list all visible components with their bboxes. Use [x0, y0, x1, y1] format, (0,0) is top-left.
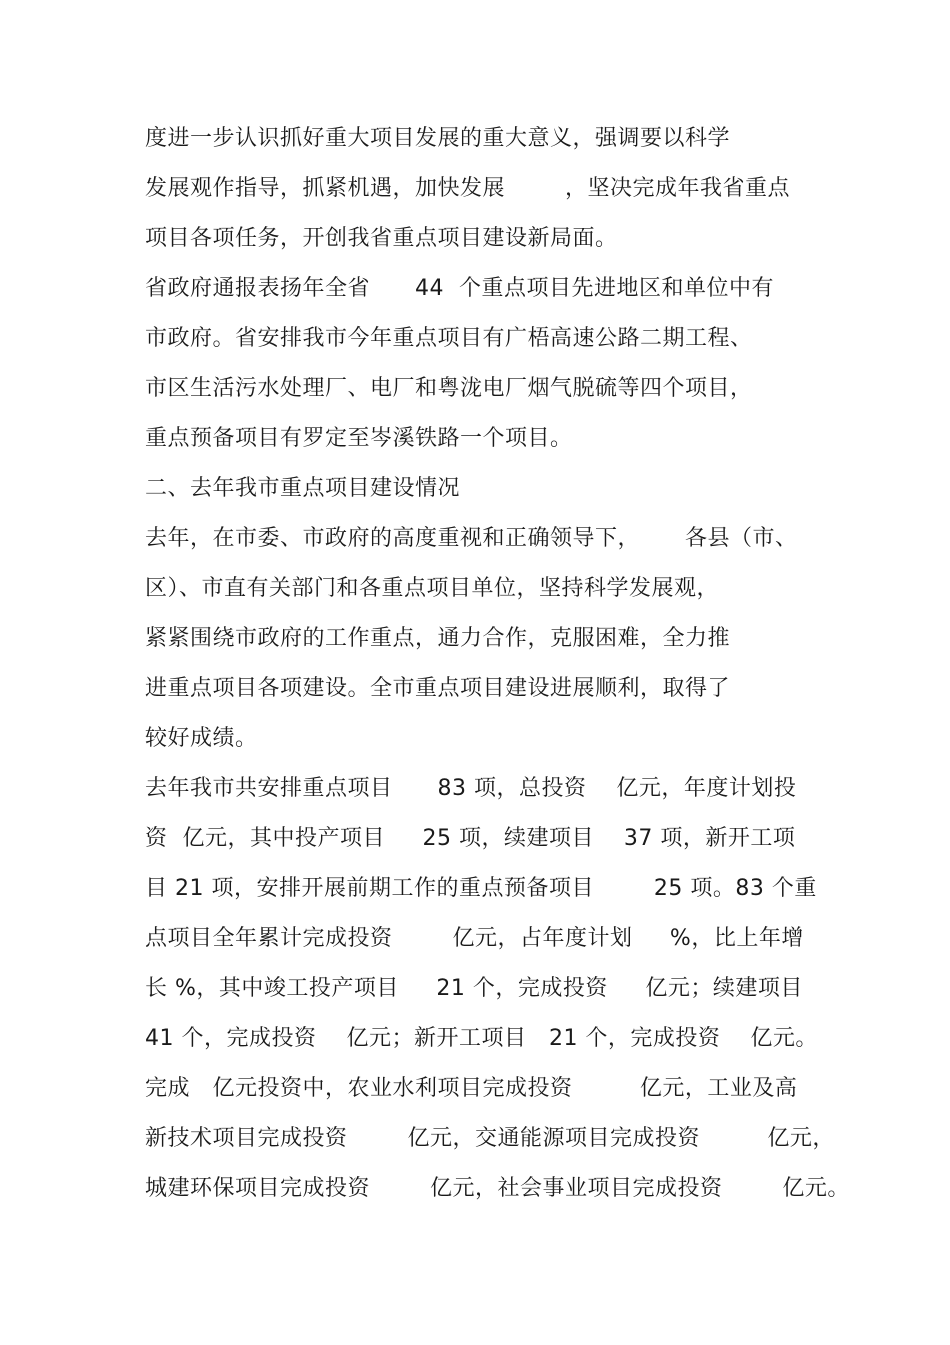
text-line: 41 个，完成投资 亿元；新开工项目 21 个，完成投资 亿元。	[145, 1026, 818, 1051]
text-line: 区）、市直有关部门和各重点项目单位，坚持科学发展观，	[145, 576, 720, 601]
text-line: 省政府通报表扬年全省 44 个重点项目先进地区和单位中有	[145, 276, 774, 301]
section-heading: 二、去年我市重点项目建设情况	[145, 476, 461, 501]
text-line: 进重点项目各项建设。全市重点项目建设进展顺利，取得了	[145, 676, 731, 701]
text-line: 度进一步认识抓好重大项目发展的重大意义，强调要以科学	[145, 126, 731, 151]
text-line: 目 21 项，安排开展前期工作的重点预备项目 25 项。83 个重	[145, 876, 817, 901]
text-line: 新技术项目完成投资 亿元，交通能源项目完成投资 亿元，	[145, 1126, 835, 1151]
text-line: 去年，在市委、市政府的高度重视和正确领导下， 各县（市、	[145, 526, 798, 551]
text-line: 紧紧围绕市政府的工作重点，通力合作，克服困难，全力推	[145, 626, 731, 651]
text-line: 重点预备项目有罗定至岑溪铁路一个项目。	[145, 426, 573, 451]
text-line: 发展观作指导，抓紧机遇，加快发展 ，坚决完成年我省重点	[145, 176, 790, 201]
text-line: 长 %，其中竣工投产项目 21 个，完成投资 亿元；续建项目	[145, 976, 803, 1001]
text-line: 市区生活污水处理厂、电厂和粤泷电厂烟气脱硫等四个项目，	[145, 376, 753, 401]
text-line: 点项目全年累计完成投资 亿元，占年度计划 %，比上年增	[145, 926, 804, 951]
text-line: 市政府。省安排我市今年重点项目有广梧高速公路二期工程、	[145, 326, 753, 351]
text-line: 完成 亿元投资中，农业水利项目完成投资 亿元，工业及高	[145, 1076, 798, 1101]
text-line: 城建环保项目完成投资 亿元，社会事业项目完成投资 亿元。	[145, 1176, 850, 1201]
text-line: 项目各项任务，开创我省重点项目建设新局面。	[145, 226, 618, 251]
text-line: 去年我市共安排重点项目 83 项，总投资 亿元，年度计划投	[145, 776, 797, 801]
text-line: 较好成绩。	[145, 726, 258, 751]
text-line: 资 亿元，其中投产项目 25 项，续建项目 37 项，新开工项	[145, 826, 796, 851]
